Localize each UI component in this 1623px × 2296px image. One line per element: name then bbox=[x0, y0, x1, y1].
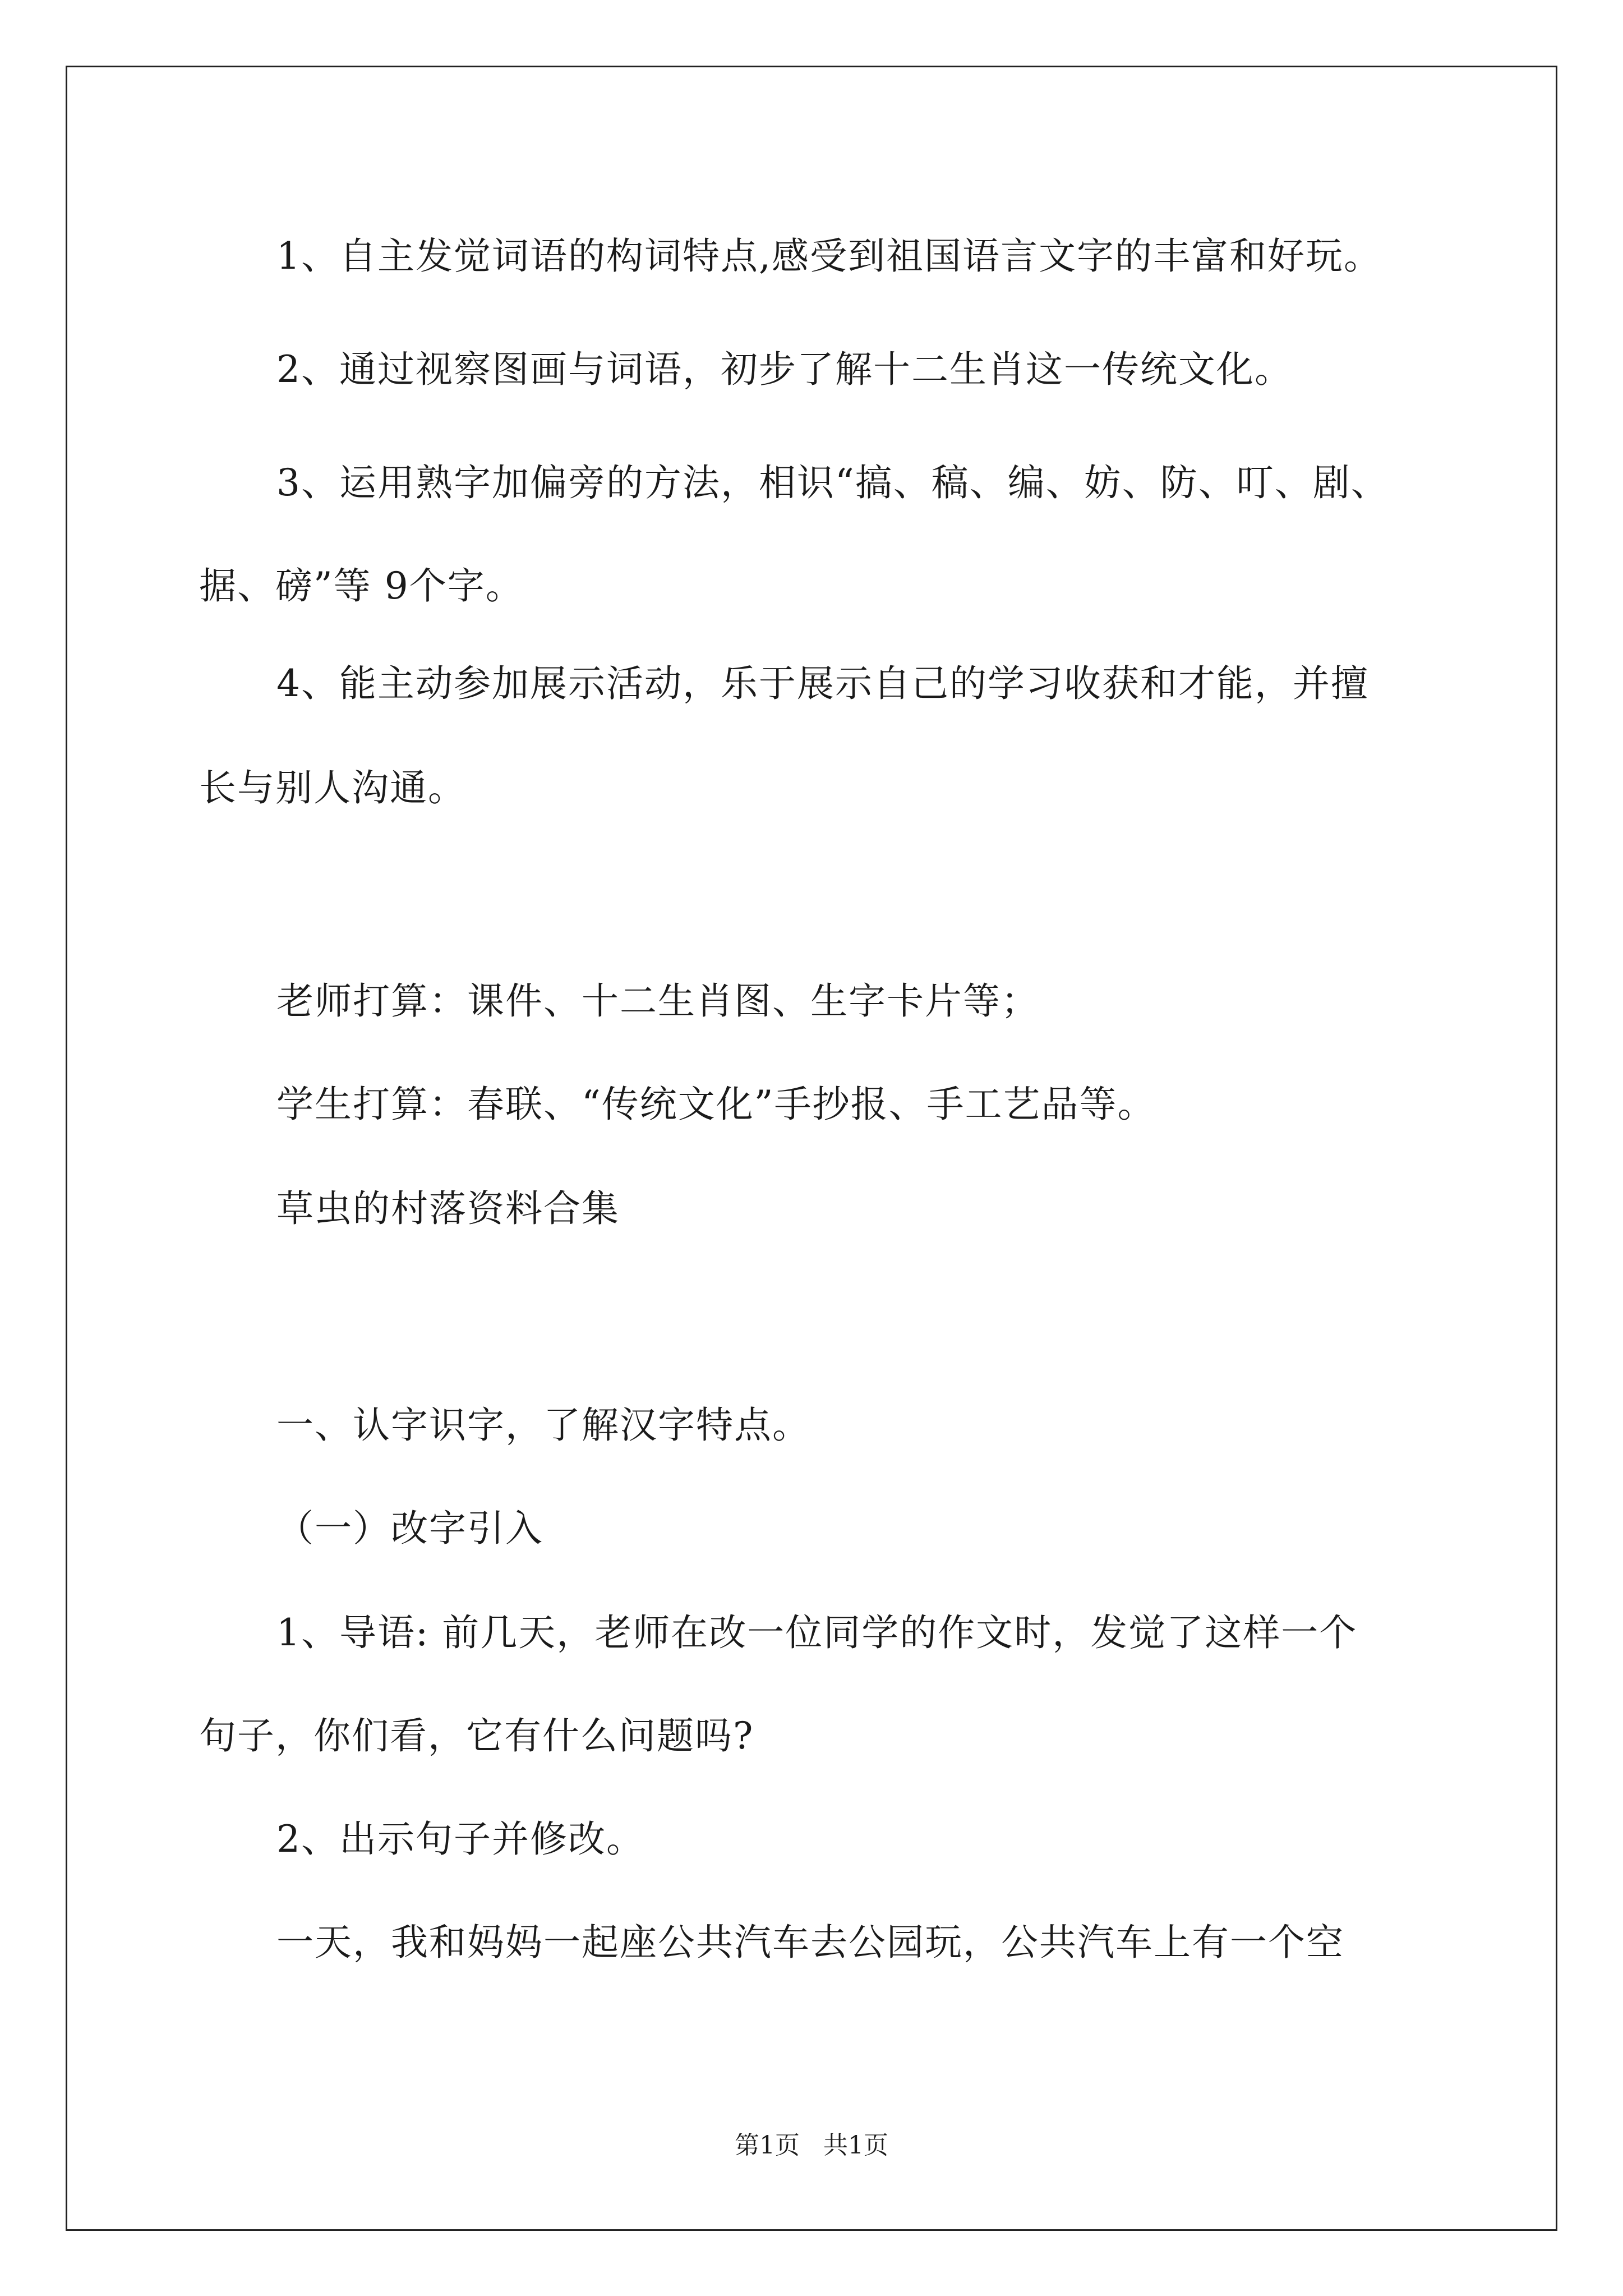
text-line-objective-3-cont: 据、磅”等 9个字。 bbox=[199, 564, 524, 608]
text-line-step-2: 2、出示句子并修改。 bbox=[276, 1818, 644, 1861]
page-number-footer: 第1页 共1页 bbox=[735, 2131, 888, 2160]
text-line-section-1: 一、认字识字，了解汉字特点。 bbox=[276, 1404, 810, 1447]
text-line-step-1: 1、导语: 前几天，老师在改一位同学的作文时，发觉了这样一个 bbox=[276, 1611, 1358, 1654]
text-line-subsection-1: （一）改字引入 bbox=[276, 1507, 543, 1550]
text-line-step-1-cont: 句子，你们看，它有什么问题吗? bbox=[199, 1714, 754, 1757]
text-line-example-sentence: 一天，我和妈妈一起座公共汽车去公园玩，公共汽车上有一个空 bbox=[276, 1921, 1344, 1964]
text-line-objective-1: 1、自主发觉词语的构词特点,感受到祖国语言文字的丰富和好玩。 bbox=[276, 234, 1382, 278]
text-line-student-prep: 学生打算：春联、“传统文化”手抄报、手工艺品等。 bbox=[276, 1083, 1156, 1126]
text-line-objective-4: 4、能主动参加展示活动，乐于展示自己的学习收获和才能，并擅 bbox=[276, 662, 1369, 705]
text-line-objective-4-cont: 长与别人沟通。 bbox=[199, 766, 466, 809]
text-line-objective-3: 3、运用熟字加偏旁的方法，相识“搞、稿、编、妨、防、叮、剧、 bbox=[276, 461, 1389, 504]
text-line-teacher-prep: 老师打算：课件、十二生肖图、生字卡片等； bbox=[276, 979, 1039, 1023]
text-line-collection-title: 草虫的村落资料合集 bbox=[276, 1187, 620, 1230]
text-line-objective-2: 2、通过视察图画与词语，初步了解十二生肖这一传统文化。 bbox=[276, 348, 1293, 391]
